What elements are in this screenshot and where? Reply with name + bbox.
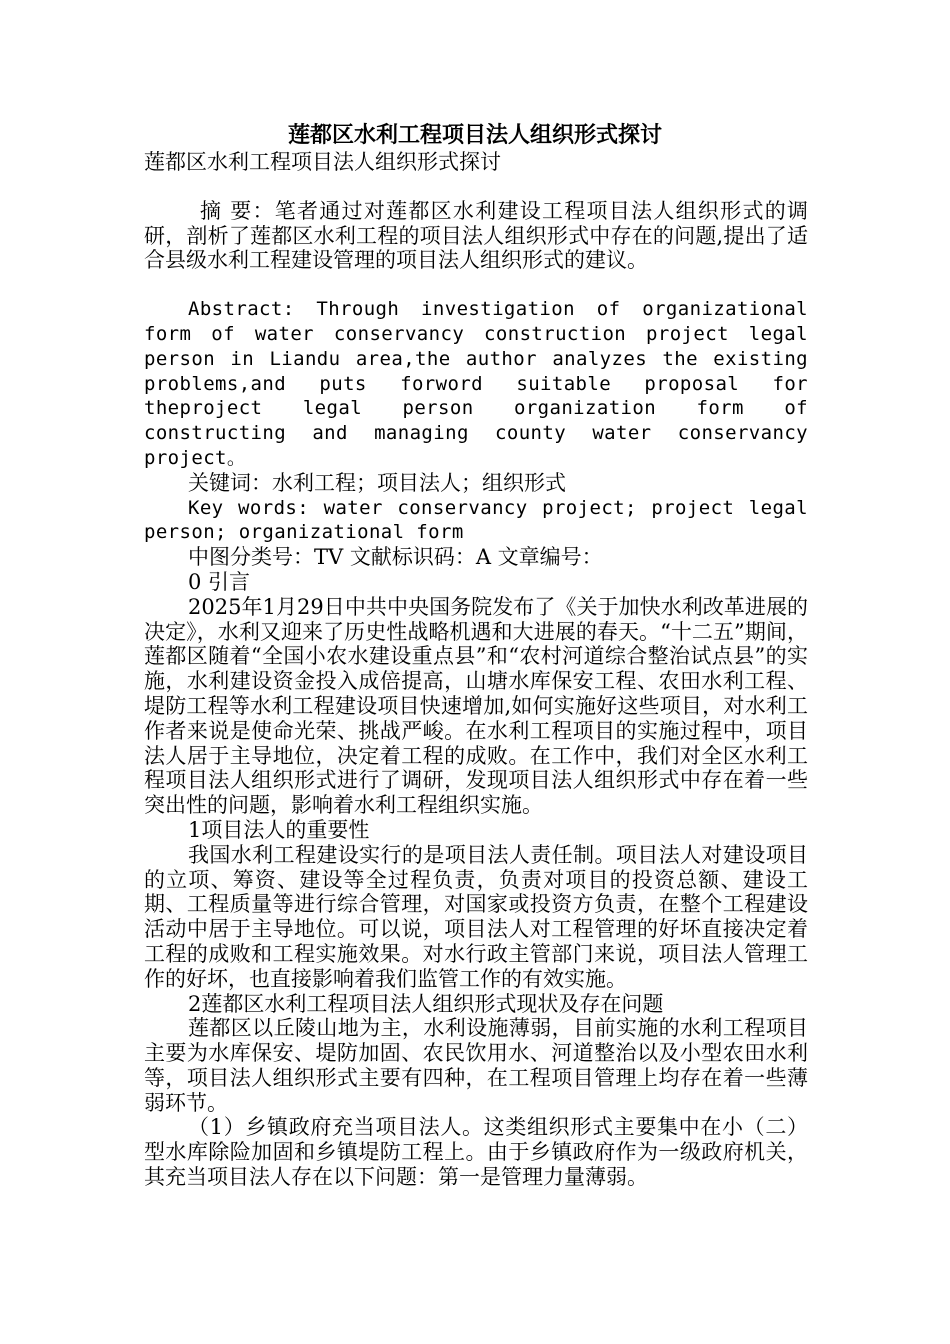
section-0-paragraph: 2025年1月29日中共中央国务院发布了《关于加快水利改革进展的决定》，水利又迎来了历史性战略机遇和大进展的春天。“十二五”期间，莲都区随着“全国小农水建设重点县”和“农村河道综合整治试点县”的实施，水利建设资金投入成倍提高，山塘水库保安工程、农田水利工程、堤防工程等水利工程建设项目快速增加,如何实施好这些项目，对水利工作者来说是使命光荣、挑战严峻。在水利工程项目的实施过程中，项目法人居于主导地位，决定着工程的成败。在工作中，我们对全区水利工程项目法人组织形式进行了调研，发现项目法人组织形式中存在着一些突出性的问题，影响着水利工程组织实施。 bbox=[144, 594, 808, 818]
section-2-heading: 2莲都区水利工程项目法人组织形式现状及存在问题 bbox=[188, 991, 664, 1016]
section-2-paragraph: 莲都区以丘陵山地为主，水利设施薄弱，目前实施的水利工程项目主要为水库保安、堤防加固、农民饮用水、河道整治以及小型农田水利等，项目法人组织形式主要有四种，在工程项目管理上均存在着一些薄弱环节。 bbox=[144, 1016, 808, 1115]
section-0-heading: 0 引言 bbox=[188, 569, 251, 594]
spacer bbox=[144, 175, 808, 199]
classification-line: 中图分类号：TV 文献标识码：A 文章编号： bbox=[188, 545, 603, 570]
section-1-paragraph: 我国水利工程建设实行的是项目法人责任制。项目法人对建设项目的立项、筹资、建设等全过程负责，负责对项目的投资总额、建设工期、工程质量等进行综合管理，对国家或投资方负责，在整个工程建设活动中居于主导地位。可以说，项目法人对工程管理的好坏直接决定着工程的成败和工程实施效果。对水行政主管部门来说，项目法人管理工作的好坏，也直接影响着我们监管工作的有效实施。 bbox=[144, 842, 808, 991]
spacer bbox=[144, 273, 808, 297]
document-body bbox=[144, 150, 808, 1190]
abstract-english: Abstract: Through investigation of organizational form of water conservancy construction project legal person in Liandu area,the author analyzes the existing problems,and puts forword suitable proposal for theproject legal person organization form of constructing and managing county water conservancy project。 bbox=[144, 298, 808, 469]
document-title: 莲都区水利工程项目法人组织形式探讨 bbox=[287, 123, 662, 148]
section-2-item-1: （1）乡镇政府充当项目法人。这类组织形式主要集中在小（二）型水库除险加固和乡镇堤防工程上。由于乡镇政府作为一级政府机关，其充当项目法人存在以下问题：第一是管理力量薄弱。 bbox=[144, 1115, 808, 1190]
abstract-chinese: 摘 要：笔者通过对莲都区水利建设工程项目法人组织形式的调研，剖析了莲都区水利工程的项目法人组织形式中存在的问题,提出了适合县级水利工程建设管理的项目法人组织形式的建议。 bbox=[144, 198, 808, 273]
keywords-english: Key words: water conservancy project; project legal person; organizational form bbox=[144, 496, 808, 544]
document-subtitle: 莲都区水利工程项目法人组织形式探讨 bbox=[144, 150, 501, 174]
section-1-heading: 1项目法人的重要性 bbox=[188, 817, 370, 842]
keywords-chinese: 关键词：水利工程；项目法人；组织形式 bbox=[188, 470, 566, 495]
